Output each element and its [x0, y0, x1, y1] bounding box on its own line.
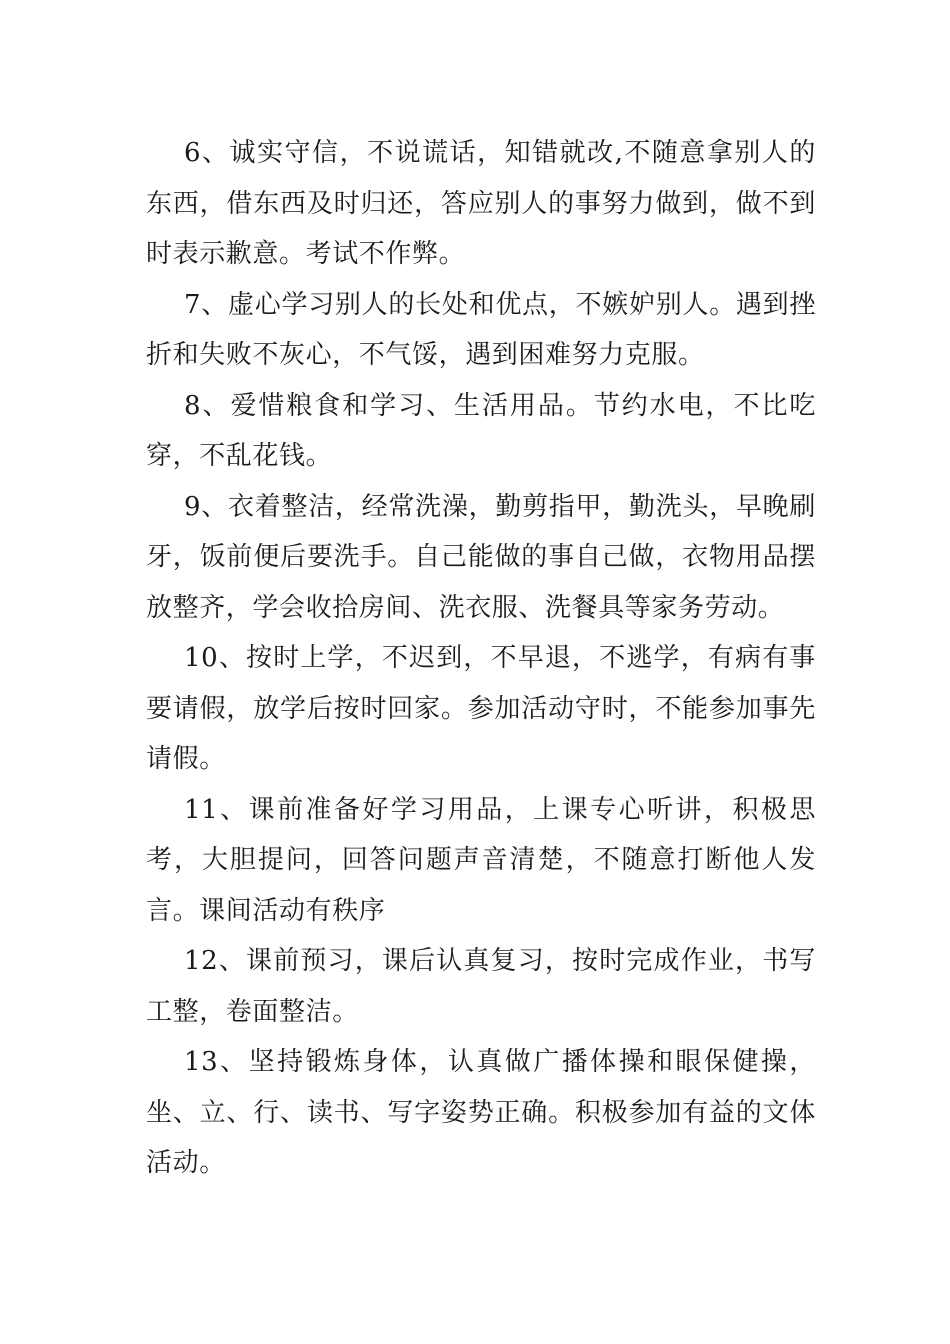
paragraph-rule-10: 10、按时上学，不迟到，不早退，不逃学，有病有事要请假，放学后按时回家。参加活动守时，不能参加事先请假。: [146, 643, 816, 774]
paragraph-rule-12: 12、课前预习，课后认真复习，按时完成作业，书写工整，卷面整洁。: [146, 946, 816, 1027]
paragraph-rule-8: 8、爱惜粮食和学习、生活用品。节约水电，不比吃穿，不乱花钱。: [146, 390, 816, 471]
document-body: [146, 128, 816, 1189]
paragraph-rule-13: 13、坚持锻炼身体，认真做广播体操和眼保健操，坐、立、行、读书、写字姿势正确。积极参加有益的文体活动。: [146, 1047, 816, 1178]
paragraph-rule-7: 7、虚心学习别人的长处和优点，不嫉妒别人。遇到挫折和失败不灰心，不气馁，遇到困难努力克服。: [146, 289, 816, 370]
paragraph-rule-9: 9、衣着整洁，经常洗澡，勤剪指甲，勤洗头，早晚刷牙，饭前便后要洗手。自己能做的事自己做，衣物用品摆放整齐，学会收拾房间、洗衣服、洗餐具等家务劳动。: [146, 491, 816, 623]
paragraph-rule-11: 11、课前准备好学习用品，上课专心听讲，积极思考，大胆提问，回答问题声音清楚，不随意打断他人发言。课间活动有秩序: [146, 794, 816, 926]
paragraph-rule-6: 6、诚实守信，不说谎话，知错就改,不随意拿别人的东西，借东西及时归还，答应别人的事努力做到，做不到时表示歉意。考试不作弊。: [146, 138, 816, 269]
